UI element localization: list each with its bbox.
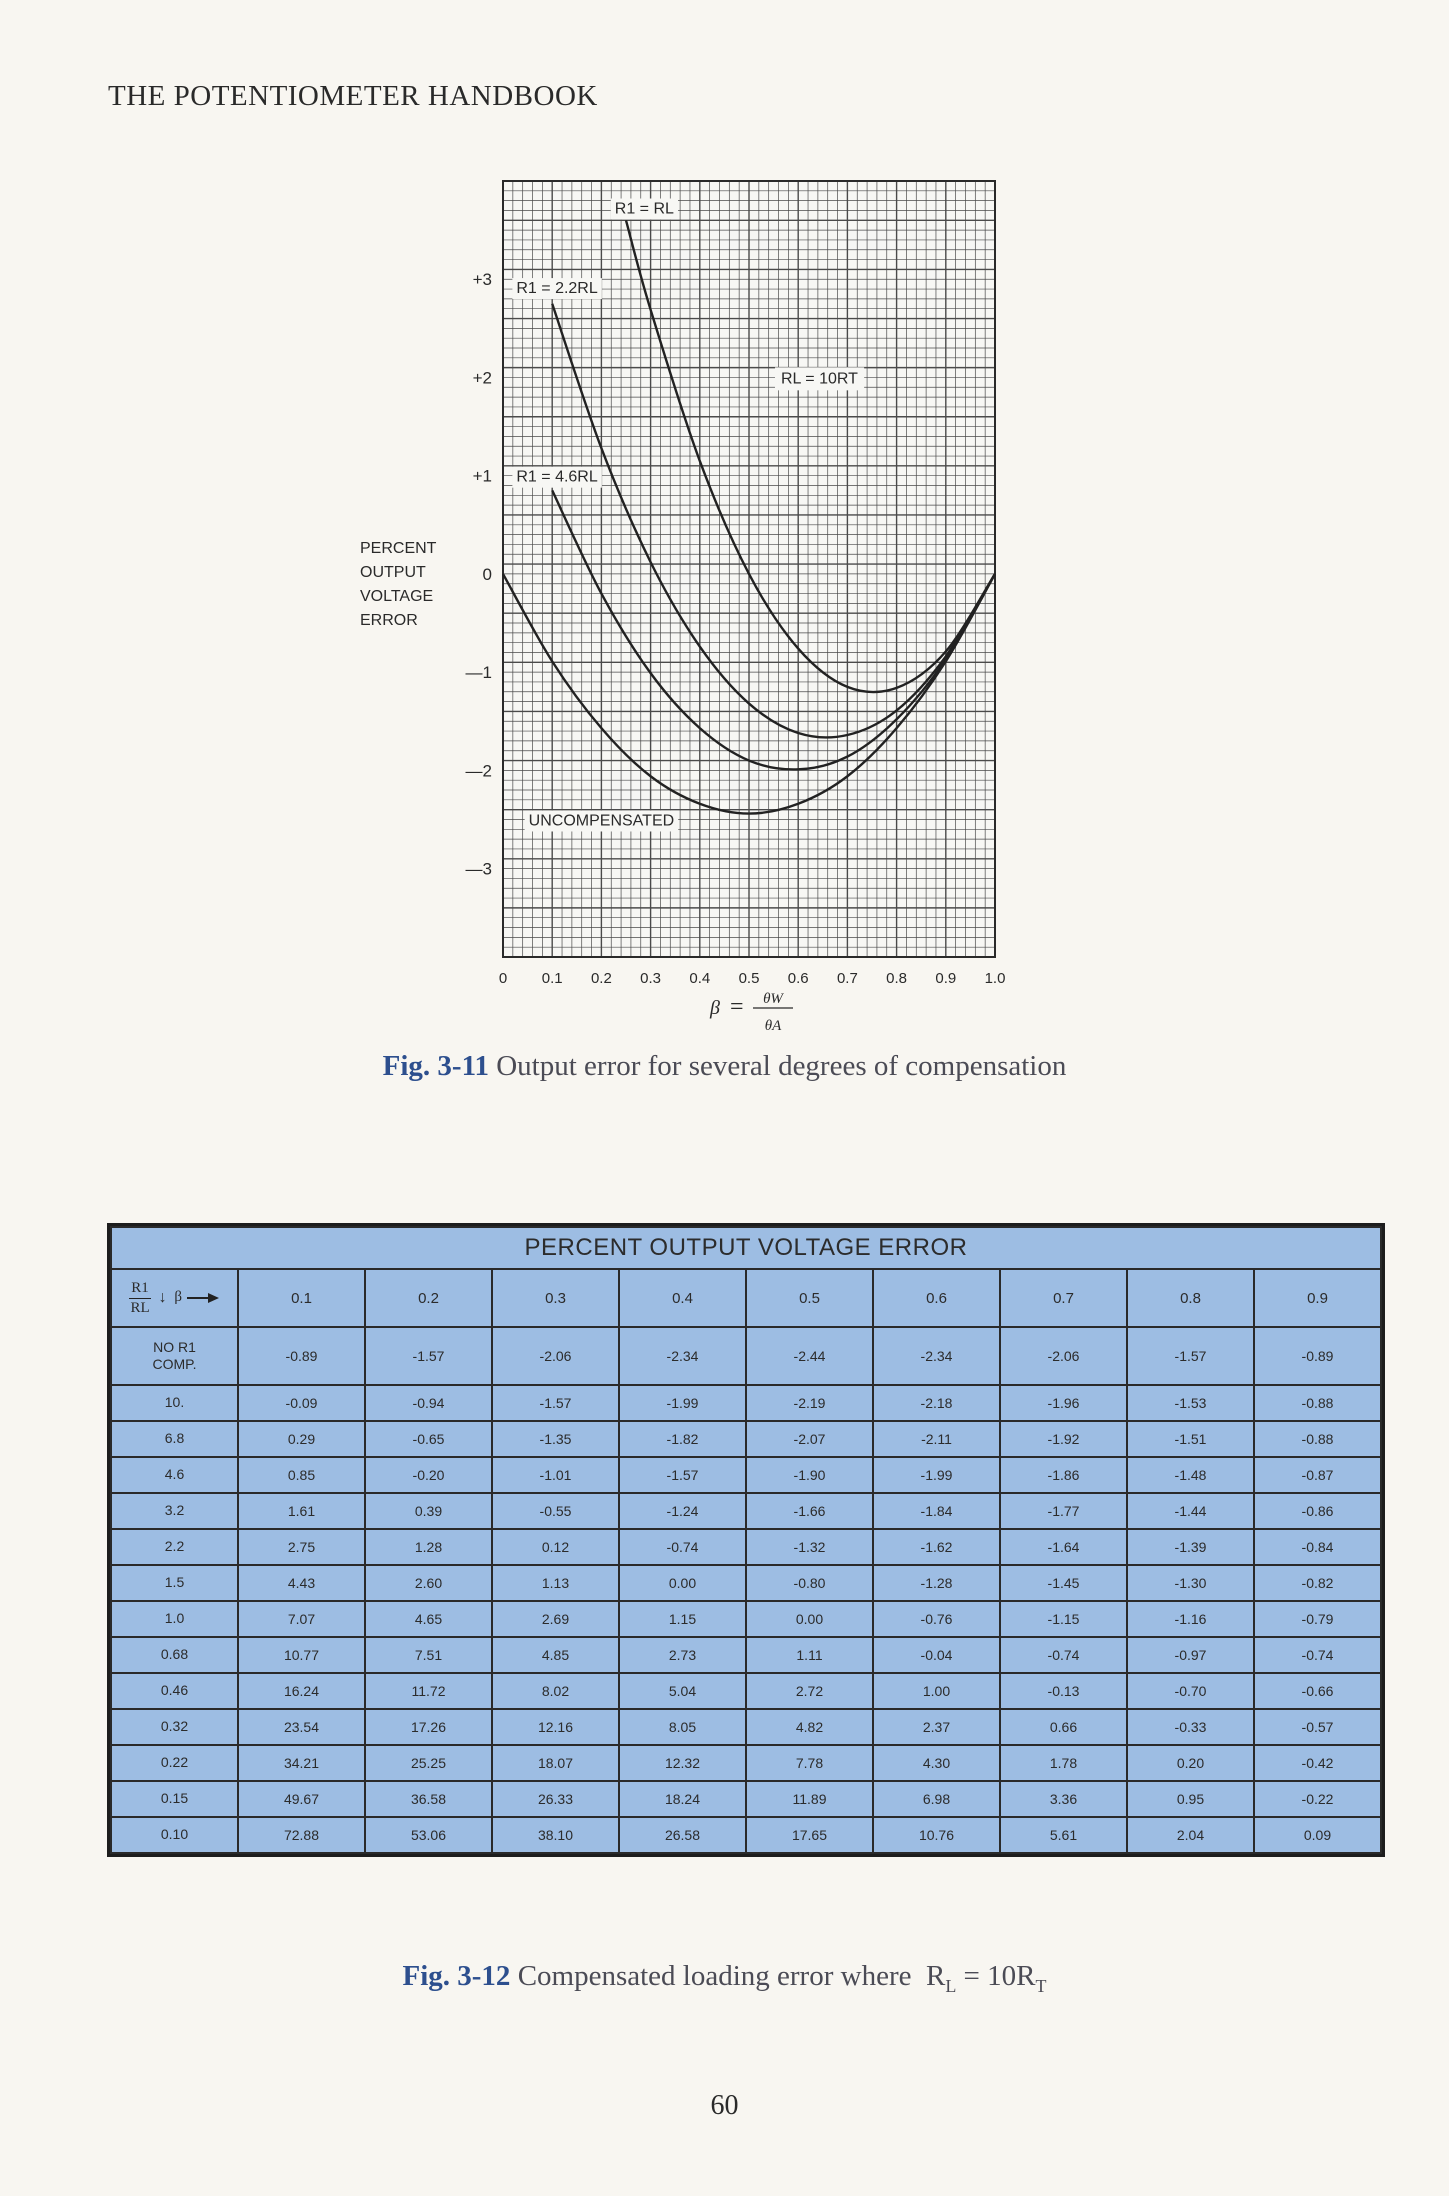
y-tick-label: +1	[472, 466, 492, 486]
table-cell: -0.22	[1254, 1781, 1381, 1817]
x-tick-label: 0.7	[836, 970, 858, 987]
table-cell: -0.84	[1254, 1529, 1381, 1565]
table-cell: -0.79	[1254, 1601, 1381, 1637]
table-row	[111, 1493, 1381, 1529]
table-cell: 5.04	[619, 1673, 746, 1709]
figure-3-12-caption-text: Compensated loading error where	[517, 1960, 912, 1992]
table-cell: -1.57	[1127, 1327, 1254, 1385]
table-cell: -1.32	[746, 1529, 873, 1565]
table-cell: 7.78	[746, 1745, 873, 1781]
table-body	[111, 1327, 1381, 1853]
table-cell: -2.11	[873, 1421, 1000, 1457]
table-cell: -0.76	[873, 1601, 1000, 1637]
formula-lhs-sub: L	[945, 1975, 957, 1996]
table-cell: -0.09	[238, 1385, 365, 1421]
table-cell: 2.37	[873, 1709, 1000, 1745]
y-tick-label: +2	[472, 368, 492, 388]
table-cell: 2.75	[238, 1529, 365, 1565]
series-label-text: UNCOMPENSATED	[528, 812, 675, 830]
x-tick-label: 0.6	[787, 970, 809, 987]
table-cell: -0.66	[1254, 1673, 1381, 1709]
table-cell: 1.15	[619, 1601, 746, 1637]
column-header-beta: 0.7	[1000, 1269, 1127, 1327]
x-axis-beta-symbol: β	[710, 997, 720, 1019]
table-cell: 25.25	[365, 1745, 492, 1781]
table-cell: -1.86	[1000, 1457, 1127, 1493]
table-cell: 0.20	[1127, 1745, 1254, 1781]
row-label-r1-ratio	[111, 1709, 238, 1745]
row-label-r1-ratio	[111, 1529, 238, 1565]
table-cell: -1.30	[1127, 1565, 1254, 1601]
table-cell: -1.84	[873, 1493, 1000, 1529]
table-cell: 34.21	[238, 1745, 365, 1781]
right-arrow-icon	[186, 1291, 220, 1305]
column-header-beta: 0.6	[873, 1269, 1000, 1327]
table-row	[111, 1745, 1381, 1781]
table-cell: -1.64	[1000, 1529, 1127, 1565]
table-cell: 0.09	[1254, 1817, 1381, 1853]
row-label-r1-ratio	[111, 1637, 238, 1673]
table-cell: 1.13	[492, 1565, 619, 1601]
annotation-rl-10rt	[775, 367, 864, 390]
row-label-line: 10.	[164, 1394, 185, 1411]
column-header-beta: 0.4	[619, 1269, 746, 1327]
table-cell: 0.66	[1000, 1709, 1127, 1745]
down-arrow-icon: ↓	[158, 1289, 167, 1306]
table-cell: -2.44	[746, 1327, 873, 1385]
table-row	[111, 1673, 1381, 1709]
table-row	[111, 1529, 1381, 1565]
row-label-line: 0.68	[160, 1646, 189, 1663]
series-label-text: R1 = RL	[614, 200, 674, 218]
table-cell: 5.61	[1000, 1817, 1127, 1853]
table-cell: -2.19	[746, 1385, 873, 1421]
table-cell: 4.65	[365, 1601, 492, 1637]
table-cell: -1.39	[1127, 1529, 1254, 1565]
table-cell: 36.58	[365, 1781, 492, 1817]
column-header-beta: 0.5	[746, 1269, 873, 1327]
table-cell: 72.88	[238, 1817, 365, 1853]
table-row	[111, 1601, 1381, 1637]
table-cell: 2.69	[492, 1601, 619, 1637]
table-row	[111, 1781, 1381, 1817]
y-tick-label: 0	[482, 564, 492, 584]
fraction-numerator: R1	[129, 1281, 151, 1299]
table-cell: 18.24	[619, 1781, 746, 1817]
table-cell: -1.57	[365, 1327, 492, 1385]
series-label-text: R1 = 4.6RL	[516, 468, 598, 486]
x-tick-label: 0.4	[689, 970, 711, 987]
table-cell: 7.07	[238, 1601, 365, 1637]
table-cell: 7.51	[365, 1637, 492, 1673]
table-cell: 2.60	[365, 1565, 492, 1601]
table-cell: -0.55	[492, 1493, 619, 1529]
y-axis-label-line: OUTPUT	[360, 564, 426, 581]
x-tick-label: 0.9	[935, 970, 957, 987]
table-cell: 38.10	[492, 1817, 619, 1853]
table-cell: -1.99	[873, 1457, 1000, 1493]
x-axis-equals: =	[730, 994, 744, 1020]
table-cell: 0.00	[746, 1601, 873, 1637]
table-cell: 2.04	[1127, 1817, 1254, 1853]
table-cell: 49.67	[238, 1781, 365, 1817]
x-tick-label: 0.5	[738, 970, 760, 987]
table-row	[111, 1565, 1381, 1601]
row-label-line: NO R1	[153, 1338, 196, 1355]
table-cell: -0.80	[746, 1565, 873, 1601]
table-cell: 1.61	[238, 1493, 365, 1529]
table-cell: -0.74	[619, 1529, 746, 1565]
row-label-r1-ratio	[111, 1327, 238, 1385]
table-cell: 10.77	[238, 1637, 365, 1673]
row-label-line: 0.46	[160, 1682, 189, 1699]
table-cell: 11.89	[746, 1781, 873, 1817]
y-axis-label-line: PERCENT	[360, 540, 437, 557]
figure-3-12-table-frame	[107, 1223, 1385, 1857]
table-cell: 16.24	[238, 1673, 365, 1709]
running-head: THE POTENTIOMETER HANDBOOK	[108, 80, 598, 112]
table-cell: -0.88	[1254, 1385, 1381, 1421]
series-label	[525, 810, 679, 831]
table-cell: -0.74	[1254, 1637, 1381, 1673]
table-cell: -1.66	[746, 1493, 873, 1529]
table-cell: -1.44	[1127, 1493, 1254, 1529]
table-cell: 18.07	[492, 1745, 619, 1781]
row-label-r1-ratio	[111, 1457, 238, 1493]
figure-3-11-caption-text: Output error for several degrees of compensation	[496, 1050, 1067, 1082]
table-cell: -1.90	[746, 1457, 873, 1493]
series-label	[512, 278, 601, 299]
table-cell: 0.00	[619, 1565, 746, 1601]
table-cell: -0.65	[365, 1421, 492, 1457]
table-cell: 8.02	[492, 1673, 619, 1709]
annotation-rl-text: RL = 10RT	[780, 370, 858, 388]
table-cell: -1.24	[619, 1493, 746, 1529]
table-cell: -1.28	[873, 1565, 1000, 1601]
table-cell: 1.28	[365, 1529, 492, 1565]
table-cell: -1.01	[492, 1457, 619, 1493]
table-cell: -1.51	[1127, 1421, 1254, 1457]
beta-symbol: β	[174, 1289, 182, 1306]
x-tick-label: 0	[498, 970, 508, 987]
table-cell: 2.72	[746, 1673, 873, 1709]
row-label-line: 0.15	[160, 1790, 189, 1807]
table-cell: -1.96	[1000, 1385, 1127, 1421]
column-header-beta: 0.3	[492, 1269, 619, 1327]
table-cell: -1.62	[873, 1529, 1000, 1565]
column-header-beta: 0.2	[365, 1269, 492, 1327]
r1-over-rl-fraction	[129, 1281, 151, 1316]
row-label-r1-ratio	[111, 1673, 238, 1709]
table-cell: -0.88	[1254, 1421, 1381, 1457]
y-axis-label-line: VOLTAGE	[360, 588, 434, 605]
table-cell: -0.82	[1254, 1565, 1381, 1601]
table-cell: -0.70	[1127, 1673, 1254, 1709]
row-label-r1-ratio	[111, 1781, 238, 1817]
table-row	[111, 1709, 1381, 1745]
table-cell: 26.58	[619, 1817, 746, 1853]
table-row	[111, 1637, 1381, 1673]
table-cell: -0.86	[1254, 1493, 1381, 1529]
table-cell: -1.77	[1000, 1493, 1127, 1529]
fraction-denominator: RL	[130, 1299, 150, 1316]
table-row	[111, 1421, 1381, 1457]
table-row	[111, 1385, 1381, 1421]
row-label-line: 1.0	[164, 1610, 185, 1627]
figure-3-11-number: Fig. 3-11	[382, 1050, 489, 1082]
table-cell: -0.33	[1127, 1709, 1254, 1745]
figure-3-12-formula	[919, 1960, 1047, 1996]
table-cell: 1.11	[746, 1637, 873, 1673]
table-cell: 4.82	[746, 1709, 873, 1745]
row-label-line: 2.2	[164, 1538, 185, 1555]
table-cell: -0.89	[238, 1327, 365, 1385]
table-cell: 0.95	[1127, 1781, 1254, 1817]
table-cell: 53.06	[365, 1817, 492, 1853]
table-cell: 0.85	[238, 1457, 365, 1493]
table-title: PERCENT OUTPUT VOLTAGE ERROR	[111, 1227, 1381, 1269]
formula-equals: =	[963, 1960, 980, 1992]
page-number: 60	[710, 2090, 739, 2121]
row-label-r1-ratio	[111, 1601, 238, 1637]
table-cell: 10.76	[873, 1817, 1000, 1853]
table-cell: 12.32	[619, 1745, 746, 1781]
table-cell: -1.48	[1127, 1457, 1254, 1493]
table-cell: -0.57	[1254, 1709, 1381, 1745]
y-tick-label: —1	[465, 663, 492, 683]
table-cell: 17.65	[746, 1817, 873, 1853]
table-row	[111, 1817, 1381, 1853]
row-label-line: 1.5	[164, 1574, 185, 1591]
formula-rhs-sub: T	[1035, 1975, 1047, 1996]
x-tick-label: 0.1	[541, 970, 563, 987]
table-cell: -0.13	[1000, 1673, 1127, 1709]
x-tick-label: 1.0	[984, 970, 1006, 987]
table-cell: 0.39	[365, 1493, 492, 1529]
table-cell: -0.04	[873, 1637, 1000, 1673]
row-label-r1-ratio	[111, 1745, 238, 1781]
table-cell: 23.54	[238, 1709, 365, 1745]
table-cell: 2.73	[619, 1637, 746, 1673]
formula-rhs: 10R	[987, 1960, 1036, 1992]
y-tick-label: —3	[465, 859, 492, 879]
table-cell: -1.16	[1127, 1601, 1254, 1637]
y-tick-label: +3	[472, 270, 492, 290]
table-cell: -0.42	[1254, 1745, 1381, 1781]
table-cell: -0.20	[365, 1457, 492, 1493]
table-cell: 4.43	[238, 1565, 365, 1601]
formula-lhs: R	[925, 1960, 946, 1992]
table-cell: -1.15	[1000, 1601, 1127, 1637]
series-label	[611, 199, 678, 220]
column-header-beta: 0.8	[1127, 1269, 1254, 1327]
table-cell: -2.06	[492, 1327, 619, 1385]
row-label-line: 6.8	[164, 1430, 185, 1447]
table-row	[111, 1457, 1381, 1493]
table-corner-header	[111, 1269, 238, 1327]
column-header-beta: 0.1	[238, 1269, 365, 1327]
y-tick-label: —2	[465, 761, 492, 781]
x-tick-label: 0.2	[590, 970, 612, 987]
table-cell: 11.72	[365, 1673, 492, 1709]
series-label	[512, 467, 601, 488]
table-cell: 26.33	[492, 1781, 619, 1817]
row-label-r1-ratio	[111, 1385, 238, 1421]
table-cell: 4.85	[492, 1637, 619, 1673]
table-cell: -0.87	[1254, 1457, 1381, 1493]
row-label-line: 0.22	[160, 1754, 189, 1771]
table-cell: -1.53	[1127, 1385, 1254, 1421]
row-label-r1-ratio	[111, 1817, 238, 1853]
figure-3-12-number: Fig. 3-12	[402, 1960, 511, 1992]
row-label-line: 0.32	[160, 1718, 189, 1735]
table-cell: 0.29	[238, 1421, 365, 1457]
column-header-beta: 0.9	[1254, 1269, 1381, 1327]
table-cell: -2.34	[873, 1327, 1000, 1385]
table-cell: -1.92	[1000, 1421, 1127, 1457]
table-cell: 4.30	[873, 1745, 1000, 1781]
table-cell: -0.97	[1127, 1637, 1254, 1673]
table-cell: -1.82	[619, 1421, 746, 1457]
row-label-r1-ratio	[111, 1565, 238, 1601]
row-label-line: 4.6	[164, 1466, 185, 1483]
row-label-r1-ratio	[111, 1493, 238, 1529]
table-cell: -0.74	[1000, 1637, 1127, 1673]
figure-3-11-caption	[0, 1050, 1449, 1083]
table-cell: 12.16	[492, 1709, 619, 1745]
table-cell: -2.07	[746, 1421, 873, 1457]
table-cell: -2.06	[1000, 1327, 1127, 1385]
table-cell: -1.57	[619, 1457, 746, 1493]
x-tick-label: 0.8	[886, 970, 908, 987]
table-header-row	[111, 1269, 1381, 1327]
table-cell: -0.89	[1254, 1327, 1381, 1385]
table-cell: -1.99	[619, 1385, 746, 1421]
table-cell: 1.00	[873, 1673, 1000, 1709]
table-cell: 8.05	[619, 1709, 746, 1745]
row-label-r1-ratio	[111, 1421, 238, 1457]
row-label-line: COMP.	[152, 1356, 197, 1372]
figure-3-12-table	[110, 1226, 1382, 1854]
figure-3-12-caption	[0, 1960, 1449, 1997]
x-axis-denominator: θA	[764, 1018, 782, 1034]
x-axis-numerator: θW	[763, 991, 783, 1007]
table-row	[111, 1327, 1381, 1385]
series-label-text: R1 = 2.2RL	[516, 280, 598, 298]
table-cell: 6.98	[873, 1781, 1000, 1817]
table-cell: 3.36	[1000, 1781, 1127, 1817]
table-cell: -2.34	[619, 1327, 746, 1385]
y-axis-label-line: ERROR	[360, 612, 418, 629]
table-cell: -1.57	[492, 1385, 619, 1421]
row-label-line: 0.10	[160, 1826, 189, 1843]
table-cell: 17.26	[365, 1709, 492, 1745]
table-cell: -2.18	[873, 1385, 1000, 1421]
table-cell: -1.35	[492, 1421, 619, 1457]
table-cell: 1.78	[1000, 1745, 1127, 1781]
table-cell: -1.45	[1000, 1565, 1127, 1601]
x-tick-label: 0.3	[640, 970, 662, 987]
table-cell: 0.12	[492, 1529, 619, 1565]
row-label-line: 3.2	[164, 1502, 185, 1519]
table-cell: -0.94	[365, 1385, 492, 1421]
